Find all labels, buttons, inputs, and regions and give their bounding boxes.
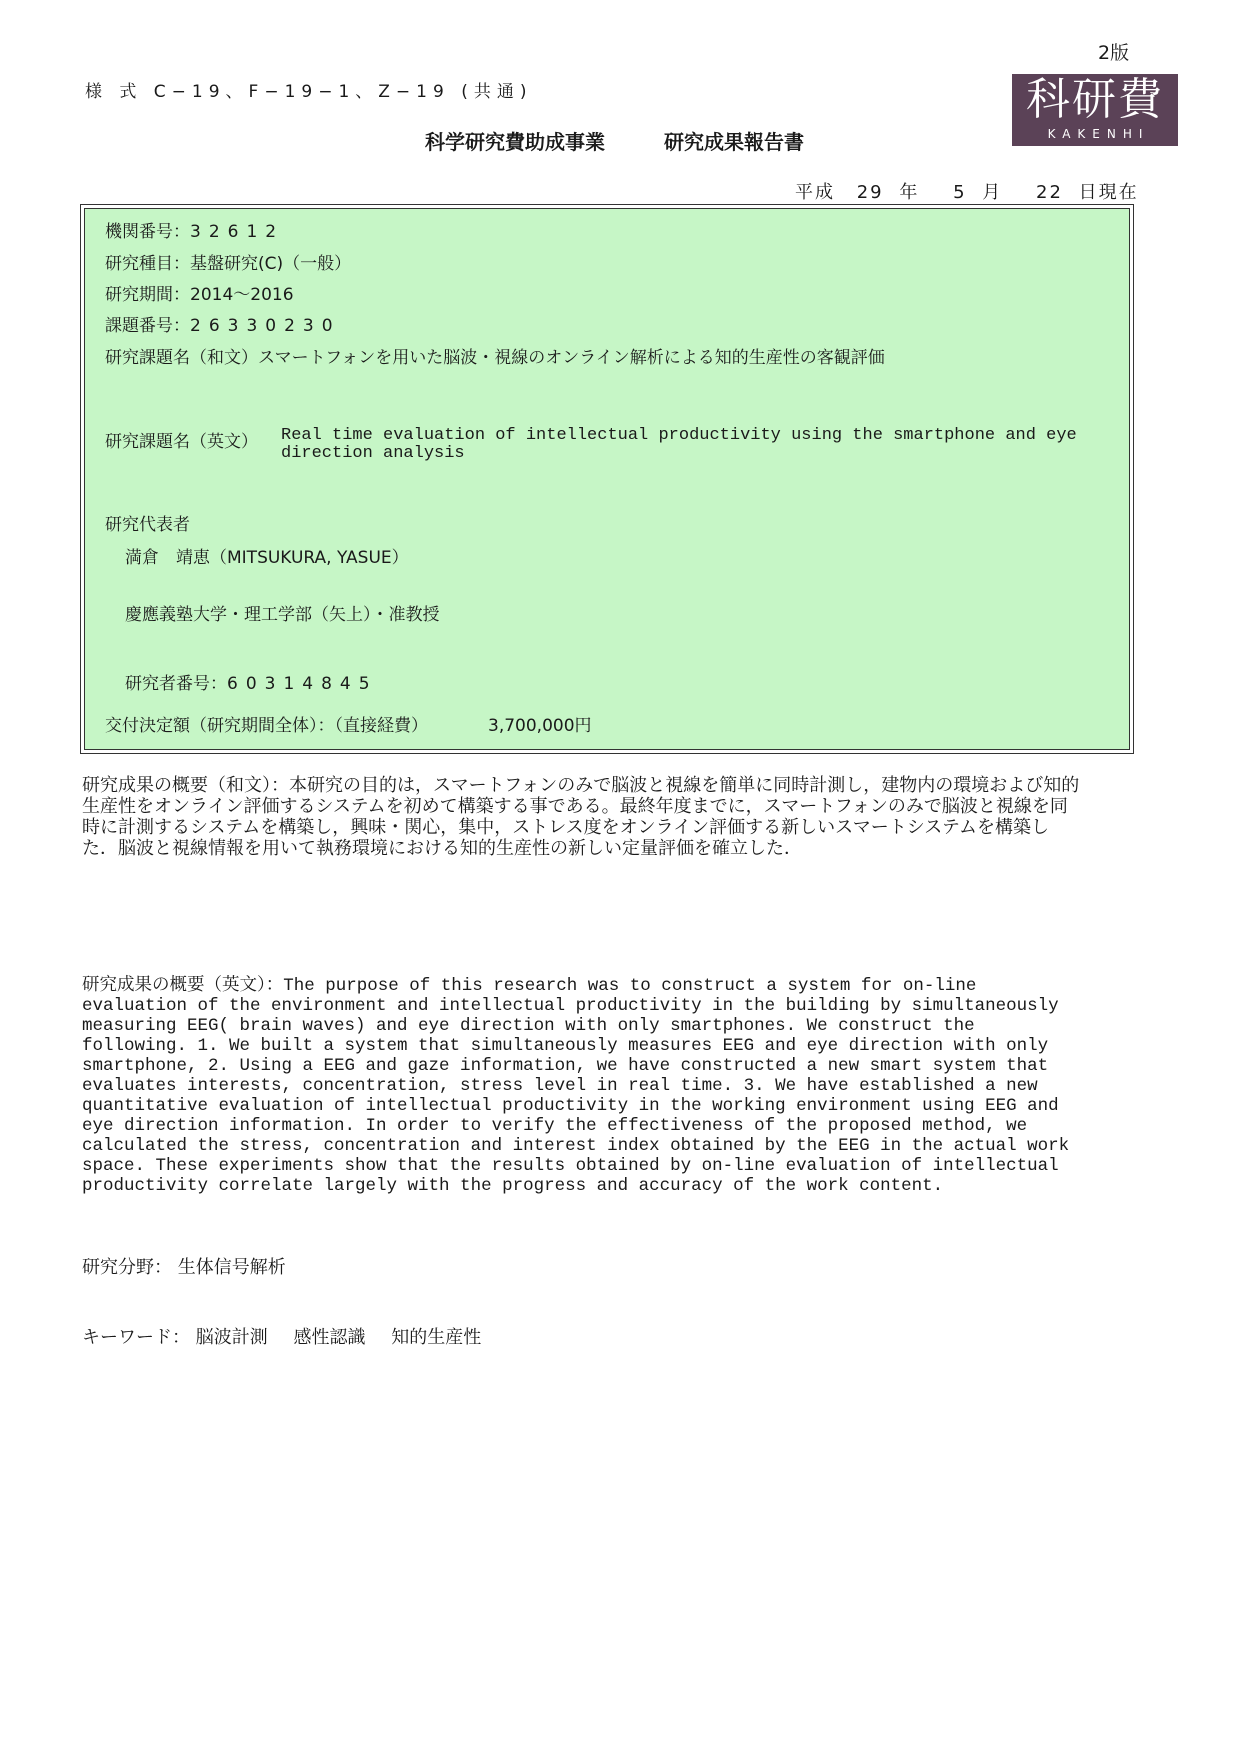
summary-jp [82, 775, 1082, 859]
keywords [82, 1323, 501, 1349]
form-id: 様 式 C−19、F−19−1、Z−19 (共通) [85, 82, 533, 102]
research-field-value: 生体信号解析 [177, 1257, 286, 1278]
project-number-row [105, 311, 341, 336]
summary-jp-text: 本研究の目的は，スマートフォンのみで脳波と視線を簡単に同時計測し，建物内の環境および知的生産性をオンライン評価するシステムを初めて構築する事である。最終年度までに，スマートフォンのみで脳波と視線を同時に計測するシステムを構築し，興味・関心，集中，ストレス度をオンライン評価する新しいスマートシステムを構築した．脳波と視線情報を用いて執務環境における知的生産性の新しい定量評価を確立した． [82, 775, 1080, 859]
grant-amount: 3,700,000円 [488, 716, 592, 736]
date-era: 平成 [795, 182, 835, 203]
title-jp-value: スマートフォンを用いた脳波・視線のオンライン解析による知的生産性の客観評価 [258, 348, 885, 368]
project-number: 26330230 [190, 316, 341, 336]
version-label: 2版 [1098, 42, 1130, 64]
title-jp-row [105, 343, 885, 368]
research-field [82, 1253, 286, 1279]
representative-name: 満倉 靖恵（MITSUKURA, YASUE） [125, 548, 409, 568]
researcher-id-row [125, 669, 378, 694]
date-year-unit: 年 [899, 182, 920, 203]
representative-affiliation: 慶應義塾大学・理工学部（矢上）・准教授 [125, 605, 440, 625]
grant-label: 交付決定額（研究期間全体）：（直接経費） [105, 716, 428, 736]
date-day-unit: 日現在 [1078, 182, 1139, 203]
category-value: 基盤研究(C)（一般） [190, 254, 352, 274]
researcher-id: 60314845 [227, 674, 378, 694]
date-year: 29 [856, 182, 884, 203]
date-day: 22 [1036, 182, 1063, 203]
institution-row [105, 217, 284, 242]
category-row [105, 249, 351, 274]
project-number-label: 課題番号： [105, 316, 190, 336]
keyword-item: 感性認識 [293, 1327, 366, 1348]
keyword-item: 知的生産性 [391, 1327, 482, 1348]
category-label: 研究種目： [105, 254, 190, 274]
institution-number: 32612 [190, 222, 285, 242]
title-en-row [105, 427, 1121, 467]
summary-en-text: The purpose of this research was to construct a system for on-line evaluation of the environment and intellectual productivity in the building by simultaneously measuring EEG( brain waves) and eye direction with only smartphones. We construct the following. 1. We built a system that simultaneously measures EEG and eye direction with only smartphone, 2. Using a EEG and gaze information, we have constructed a new smart system that evaluates interests, concentration, stress level in real time. 3. We have established a new quantitative evaluation of intellectual productivity in the working environment using EEG and eye direction information. In order to verify the effectiveness of the proposed method, we calculated the stress, concentration and interest index obtained by the EEG in the actual work space. These experiments show that the results obtained by on-line evaluation of intellectual productivity correlate largely with the progress and accuracy of the work content. [82, 976, 1070, 1196]
keywords-label: キーワード： [82, 1327, 190, 1348]
summary-en-label: 研究成果の概要（英文）： [82, 975, 284, 995]
report-date [795, 178, 1139, 204]
title-en-label: 研究課題名（英文） [105, 432, 258, 452]
representative-label: 研究代表者 [105, 515, 190, 535]
title-report: 研究成果報告書 [663, 130, 804, 154]
keyword-item: 脳波計測 [195, 1327, 268, 1348]
summary-jp-label: 研究成果の概要（和文）： [82, 775, 289, 796]
kakenhi-logo [1012, 74, 1178, 146]
period-value: 2014～2016 [190, 285, 294, 305]
period-row [105, 280, 294, 305]
researcher-id-label: 研究者番号： [125, 674, 227, 694]
date-month: 5 [953, 182, 967, 203]
project-info-box [84, 208, 1130, 750]
logo-roman: KAKENHI [1047, 127, 1150, 141]
institution-label: 機関番号： [105, 222, 190, 242]
research-field-label: 研究分野： [82, 1257, 172, 1278]
logo-kanji: 科研費 [1026, 74, 1164, 125]
title-program: 科学研究費助成事業 [425, 130, 605, 154]
date-month-unit: 月 [982, 182, 1003, 203]
title-en-value: Real time evaluation of intellectual productivity using the smartphone and eye direction analysis [281, 426, 1077, 463]
grant-row [105, 711, 592, 736]
document-title [425, 126, 856, 155]
title-jp-label: 研究課題名（和文） [105, 348, 258, 368]
summary-en [82, 975, 1082, 1196]
period-label: 研究期間： [105, 285, 190, 305]
